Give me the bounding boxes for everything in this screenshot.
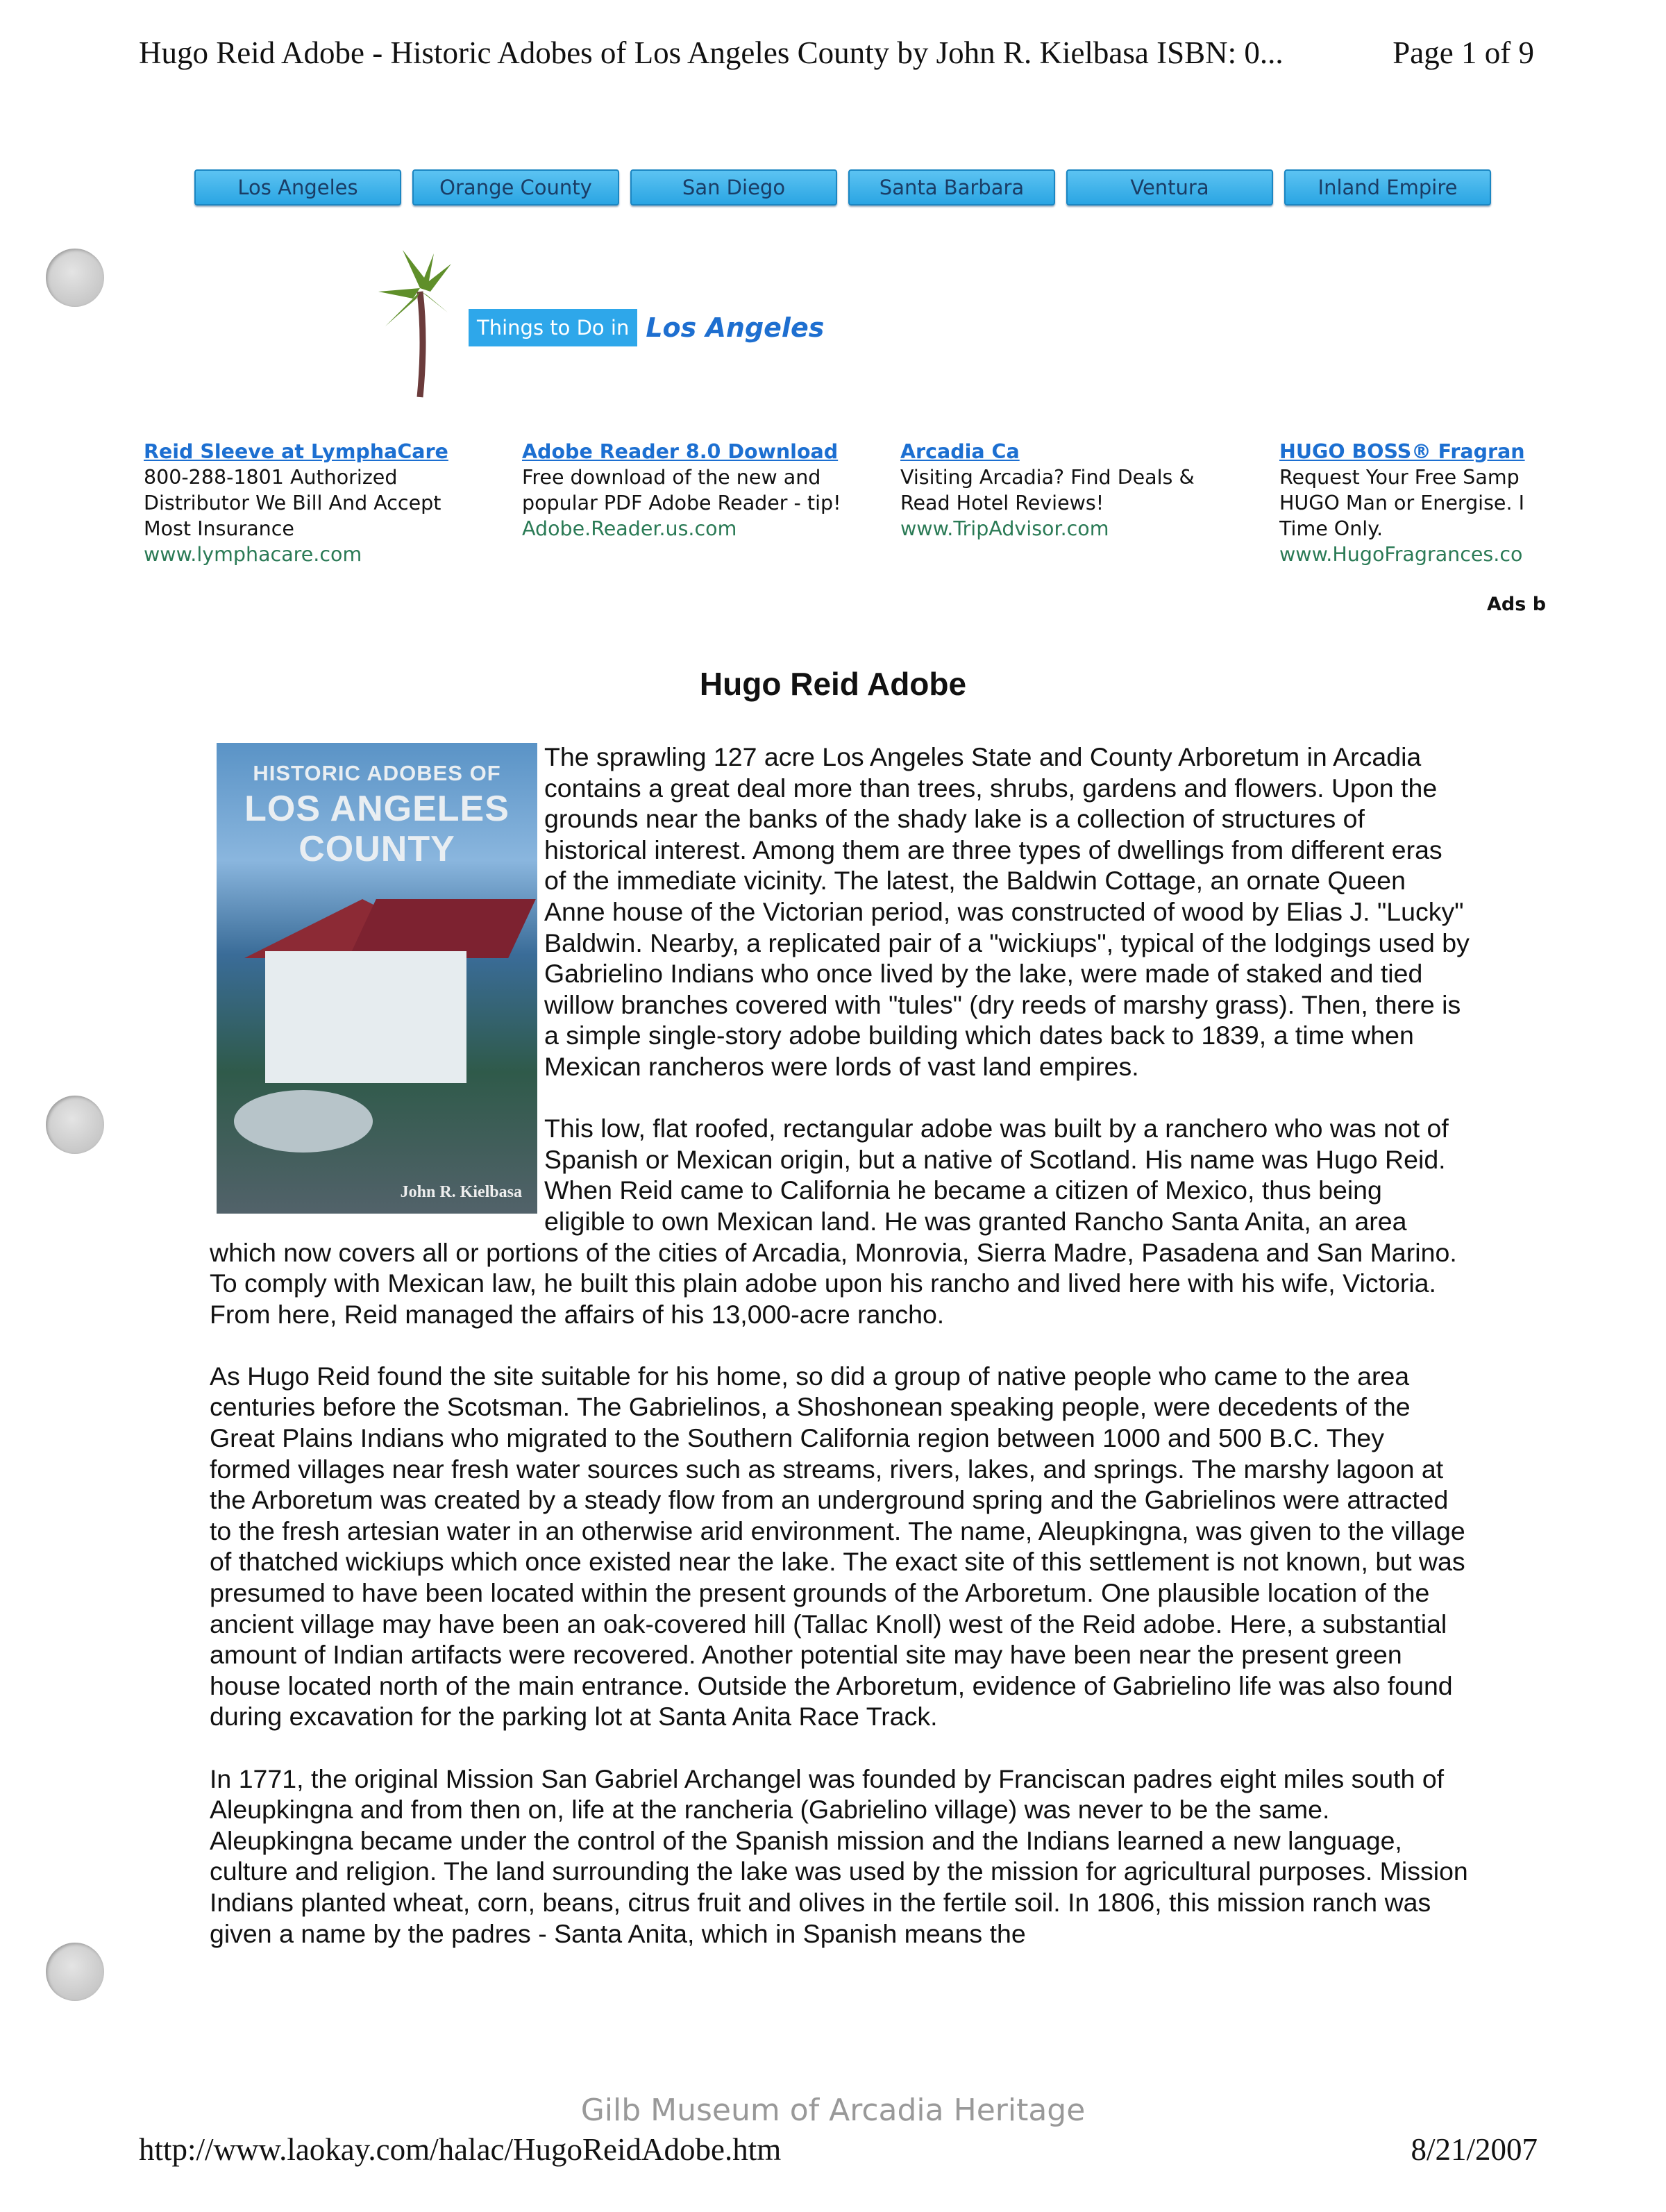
- page-url: http://www.laokay.com/halac/HugoReidAdobe.htm: [139, 2132, 782, 2167]
- ad-title-link[interactable]: HUGO BOSS® Fragran: [1279, 440, 1525, 463]
- region-nav: [194, 169, 1491, 206]
- watermark: Gilb Museum of Arcadia Heritage: [580, 2093, 1086, 2128]
- ad-title-link[interactable]: Adobe Reader 8.0 Download: [522, 440, 839, 463]
- cover-title-line: COUNTY: [298, 829, 455, 869]
- book-cover-image: [217, 743, 537, 1214]
- cover-title: [217, 758, 537, 869]
- ad-url-link[interactable]: www.lymphacare.com: [144, 543, 362, 566]
- cover-title-line: LOS ANGELES: [244, 789, 510, 829]
- ad-text: HUGO Man or Energise. I: [1279, 492, 1524, 514]
- palm-tree-icon: [371, 250, 462, 399]
- cover-title-line: HISTORIC ADOBES OF: [253, 761, 501, 785]
- article-body: [210, 741, 1470, 1980]
- ad-text: 800-288-1801 Authorized: [144, 466, 398, 489]
- punch-hole: [46, 1943, 104, 2001]
- paragraph: As Hugo Reid found the site suitable for his home, so did a group of native people who came to the area centuries before the Scotsman. The Gabrielinos, a Shoshonean speaking people, were decedents of the Great Plains Indians who migrated to the Southern California region between 1000 and 500 B.C. They formed villages near fresh water sources such as streams, rivers, lakes, and springs. The marshy lagoon at the Arboretum was created by a steady flow from an underground spring and the Gabrielinos were attracted to the fresh artesian water in an otherwise arid environment. The name, Aleupkingna, was given to the village of thatched wickiups which once existed near the lake. The exact site of this settlement is not known, but was presumed to have been located within the present grounds of the Arboretum. One plausible location of the ancient village may have been an oak-covered hill (Tallac Knoll) west of the Reid adobe. Here, a substantial amount of Indian artifacts were recovered. Another potential site may have been near the present green house located north of the main entrance. Outside the Arboretum, evidence of Gabrielino life was also found during excavation for the parking lot at Santa Anita Race Track.: [210, 1361, 1465, 1732]
- ad-title-link[interactable]: Arcadia Ca: [900, 440, 1020, 463]
- ad-text: Request Your Free Samp: [1279, 466, 1520, 489]
- ad-url-link[interactable]: www.HugoFragrances.co: [1279, 543, 1523, 566]
- nav-orange-county[interactable]: Orange County: [412, 169, 619, 206]
- ad-title-link[interactable]: Reid Sleeve at LymphaCare: [144, 440, 448, 463]
- ad-url-link[interactable]: www.TripAdvisor.com: [900, 517, 1109, 540]
- ad-url-link[interactable]: Adobe.Reader.us.com: [522, 517, 737, 540]
- punch-hole: [46, 249, 104, 307]
- print-date: 8/21/2007: [1411, 2132, 1538, 2167]
- ads-by-link[interactable]: Ads b: [1487, 594, 1547, 615]
- logo-city: Los Angeles: [646, 312, 825, 343]
- ad-text: Time Only.: [1279, 517, 1383, 540]
- nav-inland-empire[interactable]: Inland Empire: [1284, 169, 1491, 206]
- ad-text: popular PDF Adobe Reader - tip!: [522, 492, 841, 514]
- print-header: [139, 35, 1534, 71]
- ad-text: Visiting Arcadia? Find Deals &: [900, 466, 1195, 489]
- paragraph: The sprawling 127 acre Los Angeles State and County Arboretum in Arcadia contains a great deal more than trees, shrubs, gardens and flowers. Upon the grounds near the banks of the shady lake is a collection of structures of historical interest. Among them are three types of dwellings from different eras of the immediate vicinity. The latest, the Baldwin Cottage, an ornate Queen Anne house of the Victorian period, was constructed of wood by Elias J. "Lucky" Baldwin. Nearby, a replicated pair of a "wickiups", typical of the lodgings used by Gabrielino Indians who once lived by the lake, were made of staked and tied willow branches covered with "tules" (dry reeds of marshy grass). Then, there is a simple single-story adobe building which dates back to 1839, a time when Mexican rancheros were lords of vast land empires.: [544, 742, 1470, 1081]
- nav-ventura[interactable]: Ventura: [1066, 169, 1273, 206]
- cover-author: John R. Kielbasa: [400, 1183, 522, 1202]
- ad-block: [900, 439, 1261, 542]
- nav-santa-barbara[interactable]: Santa Barbara: [848, 169, 1055, 206]
- ad-block: [1279, 439, 1540, 567]
- print-footer: [139, 2131, 1538, 2168]
- article-title: Hugo Reid Adobe: [699, 666, 967, 702]
- ad-block: [522, 439, 883, 542]
- nav-san-diego[interactable]: San Diego: [630, 169, 837, 206]
- document-title: Hugo Reid Adobe - Historic Adobes of Los Angeles County by John R. Kielbasa ISBN: 0...: [139, 35, 1284, 70]
- page-number: Page 1 of 9: [1392, 35, 1534, 70]
- paragraph: This low, flat roofed, rectangular adobe was built by a ranchero who was not of Spanish or Mexican origin, but a native of Scotland. His name was Hugo Reid. When Reid came to California he became a citizen of Mexico, thus being eligible to own Mexican land. He was granted Rancho Santa Anita, an area which now covers all or portions of the cities of Arcadia, Monrovia, Sierra Madre, Pasadena and San Marino. To comply with Mexican law, he built this plain adobe upon his rancho and lived here with his wife, Victoria. From here, Reid managed the affairs of his 13,000-acre rancho.: [210, 1114, 1457, 1329]
- ad-text: Free download of the new and: [522, 466, 821, 489]
- logo-prefix: Things to Do in: [469, 309, 637, 346]
- ad-text: Most Insurance: [144, 517, 294, 540]
- ad-text: Read Hotel Reviews!: [900, 492, 1104, 514]
- ad-block: [144, 439, 505, 567]
- things-to-do-logo[interactable]: [469, 309, 824, 346]
- punch-hole: [46, 1096, 104, 1154]
- ad-text: Distributor We Bill And Accept: [144, 492, 441, 514]
- paragraph: In 1771, the original Mission San Gabriel Archangel was founded by Franciscan padres eight miles south of Aleupkingna and from then on, life at the rancheria (Gabrielino village) was never to be the same. Aleupkingna became under the control of the Spanish mission and the Indians learned a new language, culture and religion. The land surrounding the lake was used by the mission for agricultural purposes. Mission Indians planted wheat, corn, beans, citrus fruit and olives in the fertile soil. In 1806, this mission ranch was given a name by the padres - Santa Anita, which in Spanish means the: [210, 1763, 1468, 1948]
- nav-los-angeles[interactable]: Los Angeles: [194, 169, 401, 206]
